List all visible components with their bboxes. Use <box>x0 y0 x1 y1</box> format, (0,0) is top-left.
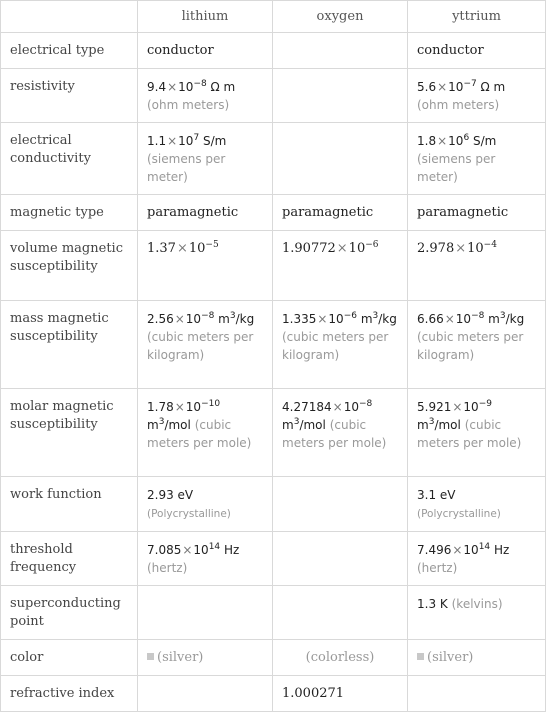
value-exponent: −9 <box>478 399 492 409</box>
value-base: 10 <box>188 241 206 256</box>
value-mantissa: 5.6 <box>417 80 437 94</box>
row-label: superconducting point <box>1 586 138 640</box>
value-mantissa: 1.1 <box>147 134 167 148</box>
cell-oxygen <box>273 477 408 532</box>
value-mantissa: 1.8 <box>417 134 437 148</box>
times-sign: × <box>167 80 178 94</box>
value: 1.3 <box>417 597 437 611</box>
cell-yttrium: conductor <box>408 33 546 69</box>
value-base: 10 <box>455 312 472 326</box>
cell-oxygen: paramagnetic <box>273 195 408 231</box>
row-color <box>1 640 546 676</box>
value-mantissa: 4.27184 <box>282 400 332 414</box>
unit-name: (cubic meters per mole) <box>147 418 252 450</box>
cell-oxygen <box>273 301 408 389</box>
cell-oxygen <box>273 69 408 123</box>
value-unit: $m^3/kg$ <box>360 311 397 326</box>
cell-oxygen: 1.000271 <box>273 676 408 712</box>
header-corner <box>1 1 138 33</box>
cell-yttrium <box>408 676 546 712</box>
value-unit: S/m <box>473 134 497 148</box>
value-exponent: 6 <box>463 133 470 143</box>
value-unit: $m^3$/mol <box>282 417 326 432</box>
cell-yttrium <box>408 231 546 301</box>
unit-name: (cubic meters per kilogram) <box>417 330 524 362</box>
cell-oxygen <box>273 640 408 676</box>
value-exponent: −6 <box>343 311 357 321</box>
unit-name: (cubic meters per kilogram) <box>147 330 254 362</box>
value-mantissa: 7.496 <box>417 543 452 557</box>
cell-oxygen <box>273 33 408 69</box>
row-label: refractive index <box>1 676 138 712</box>
unit-name: (hertz) <box>147 561 188 575</box>
times-sign: × <box>317 312 328 326</box>
value-base: 10 <box>178 134 194 148</box>
cell-lithium <box>138 532 273 586</box>
times-sign: × <box>336 241 348 256</box>
value-unit: S/m <box>203 134 227 148</box>
cell-lithium: conductor <box>138 33 273 69</box>
value-base: 10 <box>193 543 209 557</box>
cell-yttrium <box>408 532 546 586</box>
value-exponent: −5 <box>205 240 219 250</box>
unit-name: (ohm meters) <box>417 98 500 112</box>
cell-lithium <box>138 123 273 195</box>
row-superconducting-point <box>1 586 546 640</box>
header-row <box>1 1 546 33</box>
value-base: 10 <box>185 312 202 326</box>
header-oxygen: oxygen <box>273 1 408 33</box>
value: 2.93 eV <box>147 488 194 502</box>
value-mantissa: 5.921 <box>417 400 452 414</box>
value-unit: Hz <box>223 543 240 557</box>
value-mantissa: 2.56 <box>147 312 174 326</box>
value-exponent: −8 <box>358 399 373 409</box>
cell-lithium <box>138 477 273 532</box>
value-base: 10 <box>448 80 464 94</box>
value-unit: $m^3/kg$ <box>218 311 255 326</box>
value-unit: $m^3$/mol <box>417 417 461 432</box>
color-name: (silver) <box>427 650 474 665</box>
value-base: 10 <box>467 241 484 256</box>
cell-yttrium <box>408 123 546 195</box>
value: 3.1 eV <box>417 488 456 502</box>
value-mantissa: 1.90772 <box>282 241 336 256</box>
value-mantissa: 1.335 <box>282 312 317 326</box>
cell-lithium <box>138 231 273 301</box>
value-exponent: 14 <box>208 542 221 552</box>
value-exponent: 14 <box>478 542 491 552</box>
value-unit: Ω m <box>210 80 236 94</box>
color-name: (colorless) <box>305 650 375 665</box>
value-exponent: −7 <box>463 79 477 89</box>
row-molar-magnetic-susceptibility <box>1 389 546 477</box>
color-swatch <box>147 653 154 660</box>
row-label: threshold frequency <box>1 532 138 586</box>
cell-yttrium <box>408 69 546 123</box>
cell-lithium <box>138 640 273 676</box>
value-base: 10 <box>348 241 366 256</box>
row-label: electrical conductivity <box>1 123 138 195</box>
times-sign: × <box>182 543 193 557</box>
unit-name: (cubic meters per mole) <box>282 418 387 450</box>
row-label: resistivity <box>1 69 138 123</box>
cell-oxygen <box>273 389 408 477</box>
value-exponent: 7 <box>193 133 200 143</box>
value-exponent: −8 <box>193 79 207 89</box>
value-mantissa: 7.085 <box>147 543 182 557</box>
unit-name: (ohm meters) <box>147 98 230 112</box>
header-lithium: lithium <box>138 1 273 33</box>
value-exponent: −6 <box>365 240 379 250</box>
row-label: magnetic type <box>1 195 138 231</box>
value-exponent: −8 <box>471 311 485 321</box>
value-unit: $m^3$/mol <box>147 417 191 432</box>
cell-lithium <box>138 301 273 389</box>
value-unit: Hz <box>493 543 510 557</box>
value-note: (Polycrystalline) <box>417 508 501 520</box>
unit-name: (kelvins) <box>451 597 503 611</box>
row-refractive-index <box>1 676 546 712</box>
row-label: volume magnetic susceptibility <box>1 231 138 301</box>
row-label: work function <box>1 477 138 532</box>
cell-yttrium <box>408 640 546 676</box>
unit-name: (cubic meters per mole) <box>417 418 522 450</box>
row-electrical-conductivity <box>1 123 546 195</box>
value-mantissa: 2.978 <box>417 241 455 256</box>
times-sign: × <box>437 134 448 148</box>
times-sign: × <box>176 241 188 256</box>
value-unit: K <box>439 597 448 611</box>
row-mass-magnetic-susceptibility <box>1 301 546 389</box>
row-electrical-type <box>1 33 546 69</box>
unit-name: (hertz) <box>417 561 458 575</box>
times-sign: × <box>332 400 343 414</box>
row-volume-magnetic-susceptibility <box>1 231 546 301</box>
cell-yttrium <box>408 301 546 389</box>
value-base: 10 <box>328 312 344 326</box>
value-exponent: −4 <box>483 240 497 250</box>
value-exponent: −10 <box>201 399 221 409</box>
cell-lithium <box>138 69 273 123</box>
unit-name: (siemens per meter) <box>147 152 226 184</box>
value-unit: Ω m <box>480 80 506 94</box>
times-sign: × <box>452 400 463 414</box>
unit-name: (siemens per meter) <box>417 152 496 184</box>
times-sign: × <box>444 312 455 326</box>
row-magnetic-type <box>1 195 546 231</box>
value-base: 10 <box>448 134 464 148</box>
value-exponent: −8 <box>201 311 215 321</box>
cell-lithium: paramagnetic <box>138 195 273 231</box>
cell-yttrium <box>408 586 546 640</box>
row-label: molar magnetic susceptibility <box>1 389 138 477</box>
row-work-function <box>1 477 546 532</box>
times-sign: × <box>174 400 185 414</box>
times-sign: × <box>452 543 463 557</box>
row-resistivity <box>1 69 546 123</box>
value-unit: $m^3/kg$ <box>488 311 525 326</box>
value-base: 10 <box>463 543 479 557</box>
color-name: (silver) <box>157 650 204 665</box>
times-sign: × <box>455 241 467 256</box>
value-mantissa: 6.66 <box>417 312 444 326</box>
times-sign: × <box>174 312 185 326</box>
header-yttrium: yttrium <box>408 1 546 33</box>
value-mantissa: 1.78 <box>147 400 174 414</box>
value-mantissa: 9.4 <box>147 80 167 94</box>
cell-oxygen <box>273 231 408 301</box>
color-swatch <box>417 653 424 660</box>
cell-oxygen <box>273 123 408 195</box>
value-base: 10 <box>343 400 359 414</box>
cell-yttrium <box>408 389 546 477</box>
unit-name: (cubic meters per kilogram) <box>282 330 389 362</box>
cell-yttrium <box>408 477 546 532</box>
row-label: mass magnetic susceptibility <box>1 301 138 389</box>
value-note: (Polycrystalline) <box>147 508 231 520</box>
times-sign: × <box>167 134 178 148</box>
cell-lithium <box>138 389 273 477</box>
value-base: 10 <box>178 80 194 94</box>
cell-lithium <box>138 676 273 712</box>
cell-lithium <box>138 586 273 640</box>
times-sign: × <box>437 80 448 94</box>
value-mantissa: 1.37 <box>147 241 176 256</box>
row-label: color <box>1 640 138 676</box>
cell-oxygen <box>273 586 408 640</box>
value-base: 10 <box>463 400 479 414</box>
value-base: 10 <box>185 400 202 414</box>
cell-yttrium: paramagnetic <box>408 195 546 231</box>
row-label: electrical type <box>1 33 138 69</box>
cell-oxygen <box>273 532 408 586</box>
row-threshold-frequency <box>1 532 546 586</box>
